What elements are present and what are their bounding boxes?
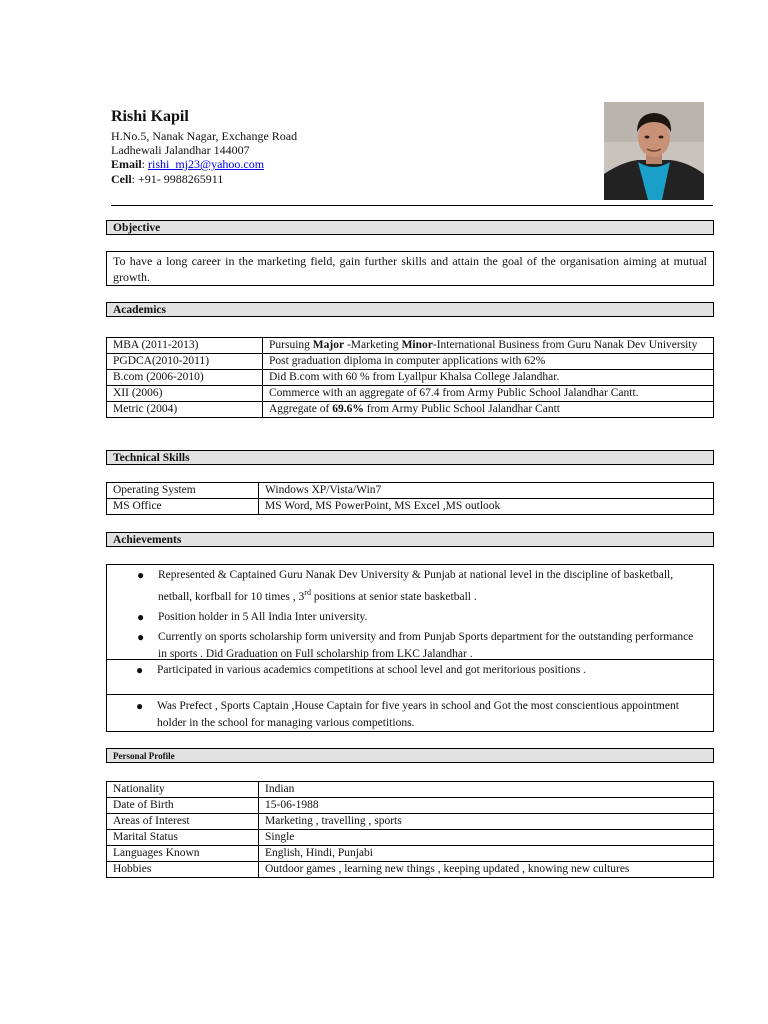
skill-label: MS Office [107,499,259,515]
objective-heading: Objective [106,220,714,235]
candidate-name: Rishi Kapil [111,108,189,125]
personal-label: Nationality [107,782,259,798]
academic-period: PGDCA(2010-2011) [107,354,263,370]
personal-label: Marital Status [107,830,259,846]
table-row [107,814,714,830]
bullet-icon: ● [136,699,144,713]
table-row [107,386,714,402]
table-row [107,798,714,814]
achievements-list [107,567,713,663]
personal-profile-heading: Personal Profile [106,748,714,763]
table-row [107,782,714,798]
academic-detail: Commerce with an aggregate of 67.4 from Army Public School Jalandhar Cantt. [263,386,714,402]
technical-skills-heading: Technical Skills [106,450,714,465]
personal-value: English, Hindi, Punjabi [259,846,714,862]
achievements-heading: Achievements [106,532,714,547]
table-row [107,402,714,418]
academic-detail: Aggregate of 69.6% from Army Public School Jalandhar Cantt [263,402,714,418]
email-link[interactable]: rishi_mj23@yahoo.com [148,157,265,171]
table-row [107,862,714,878]
academic-detail: Pursuing Major -Marketing Minor-International Business from Guru Nanak Dev University [263,338,714,354]
cell-line [111,172,223,186]
list-item: ● Position holder in 5 All India Inter university. [137,609,368,624]
email-line: Email: rishi_mj23@yahoo.com [111,157,265,171]
personal-value: Marketing , travelling , sports [259,814,714,830]
profile-photo-image [604,102,704,200]
table-row [107,830,714,846]
list-item: ● Was Prefect , Sports Captain ,House Captain for five years in school and Got the most conscientious appointment holder in the school for managing various competitions. [136,699,679,729]
list-item: ● Participated in various academics competitions at school level and got meritorious positions . [136,663,586,677]
personal-table [106,781,714,878]
personal-label: Areas of Interest [107,814,259,830]
personal-value: Outdoor games , learning new things , keeping updated , knowing new cultures [259,862,714,878]
personal-value: Indian [259,782,714,798]
academic-period: Metric (2004) [107,402,263,418]
header-divider [111,205,713,206]
achievements-list-2 [106,662,714,679]
bullet-icon: ● [137,609,145,624]
personal-value: Single [259,830,714,846]
academic-period: B.com (2006-2010) [107,370,263,386]
achievements-list-3 [106,698,714,732]
skill-value: MS Word, MS PowerPoint, MS Excel ,MS outlook [259,499,714,515]
list-item: ● Represented & Captained Guru Nanak Dev University & Punjab at national level in the discipline of basketball, netball, korfball for 10 times , 3rd positions at senior state basketball . [137,568,674,603]
profile-photo [604,102,704,200]
academic-period: MBA (2011-2013) [107,338,263,354]
bullet-icon: ● [137,568,145,582]
table-row [107,338,714,354]
skills-table [106,482,714,515]
academic-detail: Post graduation diploma in computer applications with 62% [263,354,714,370]
achievement-row-4 [106,662,714,682]
bullet-icon: ● [137,629,145,644]
academics-heading: Academics [106,302,714,317]
list-item: ● Currently on sports scholarship form university and from Punjab Sports department for the outstanding performance in sports . Did Graduation on Full scholarship from LKC Jalandhar . [137,629,694,660]
personal-label: Hobbies [107,862,259,878]
personal-label: Languages Known [107,846,259,862]
academics-table [106,337,714,418]
email-label: Email [111,157,142,171]
achievements-divider [106,694,714,695]
table-row [107,846,714,862]
personal-label: Date of Birth [107,798,259,814]
table-row [107,354,714,370]
address-line-1: H.No.5, Nanak Nagar, Exchange Road [111,129,298,143]
objective-text: To have a long career in the marketing field, gain further skills and attain the goal of the organisation aiming at mutual growth. [106,251,714,286]
table-row [107,499,714,515]
skill-label: Operating System [107,483,259,499]
table-row [107,370,714,386]
personal-value: 15-06-1988 [259,798,714,814]
bullet-icon: ● [136,663,144,677]
academic-period: XII (2006) [107,386,263,402]
achievements-divider [106,659,714,660]
address-line-2: Ladhewali Jalandhar 144007 [111,143,250,157]
achievement-row-5 [106,698,714,735]
academic-detail: Did B.com with 60 % from Lyallpur Khalsa College Jalandhar. [263,370,714,386]
skill-value: Windows XP/Vista/Win7 [259,483,714,499]
cell-number: : +91- 9988265911 [131,172,224,186]
cell-label: Cell [111,172,132,186]
table-row [107,483,714,499]
